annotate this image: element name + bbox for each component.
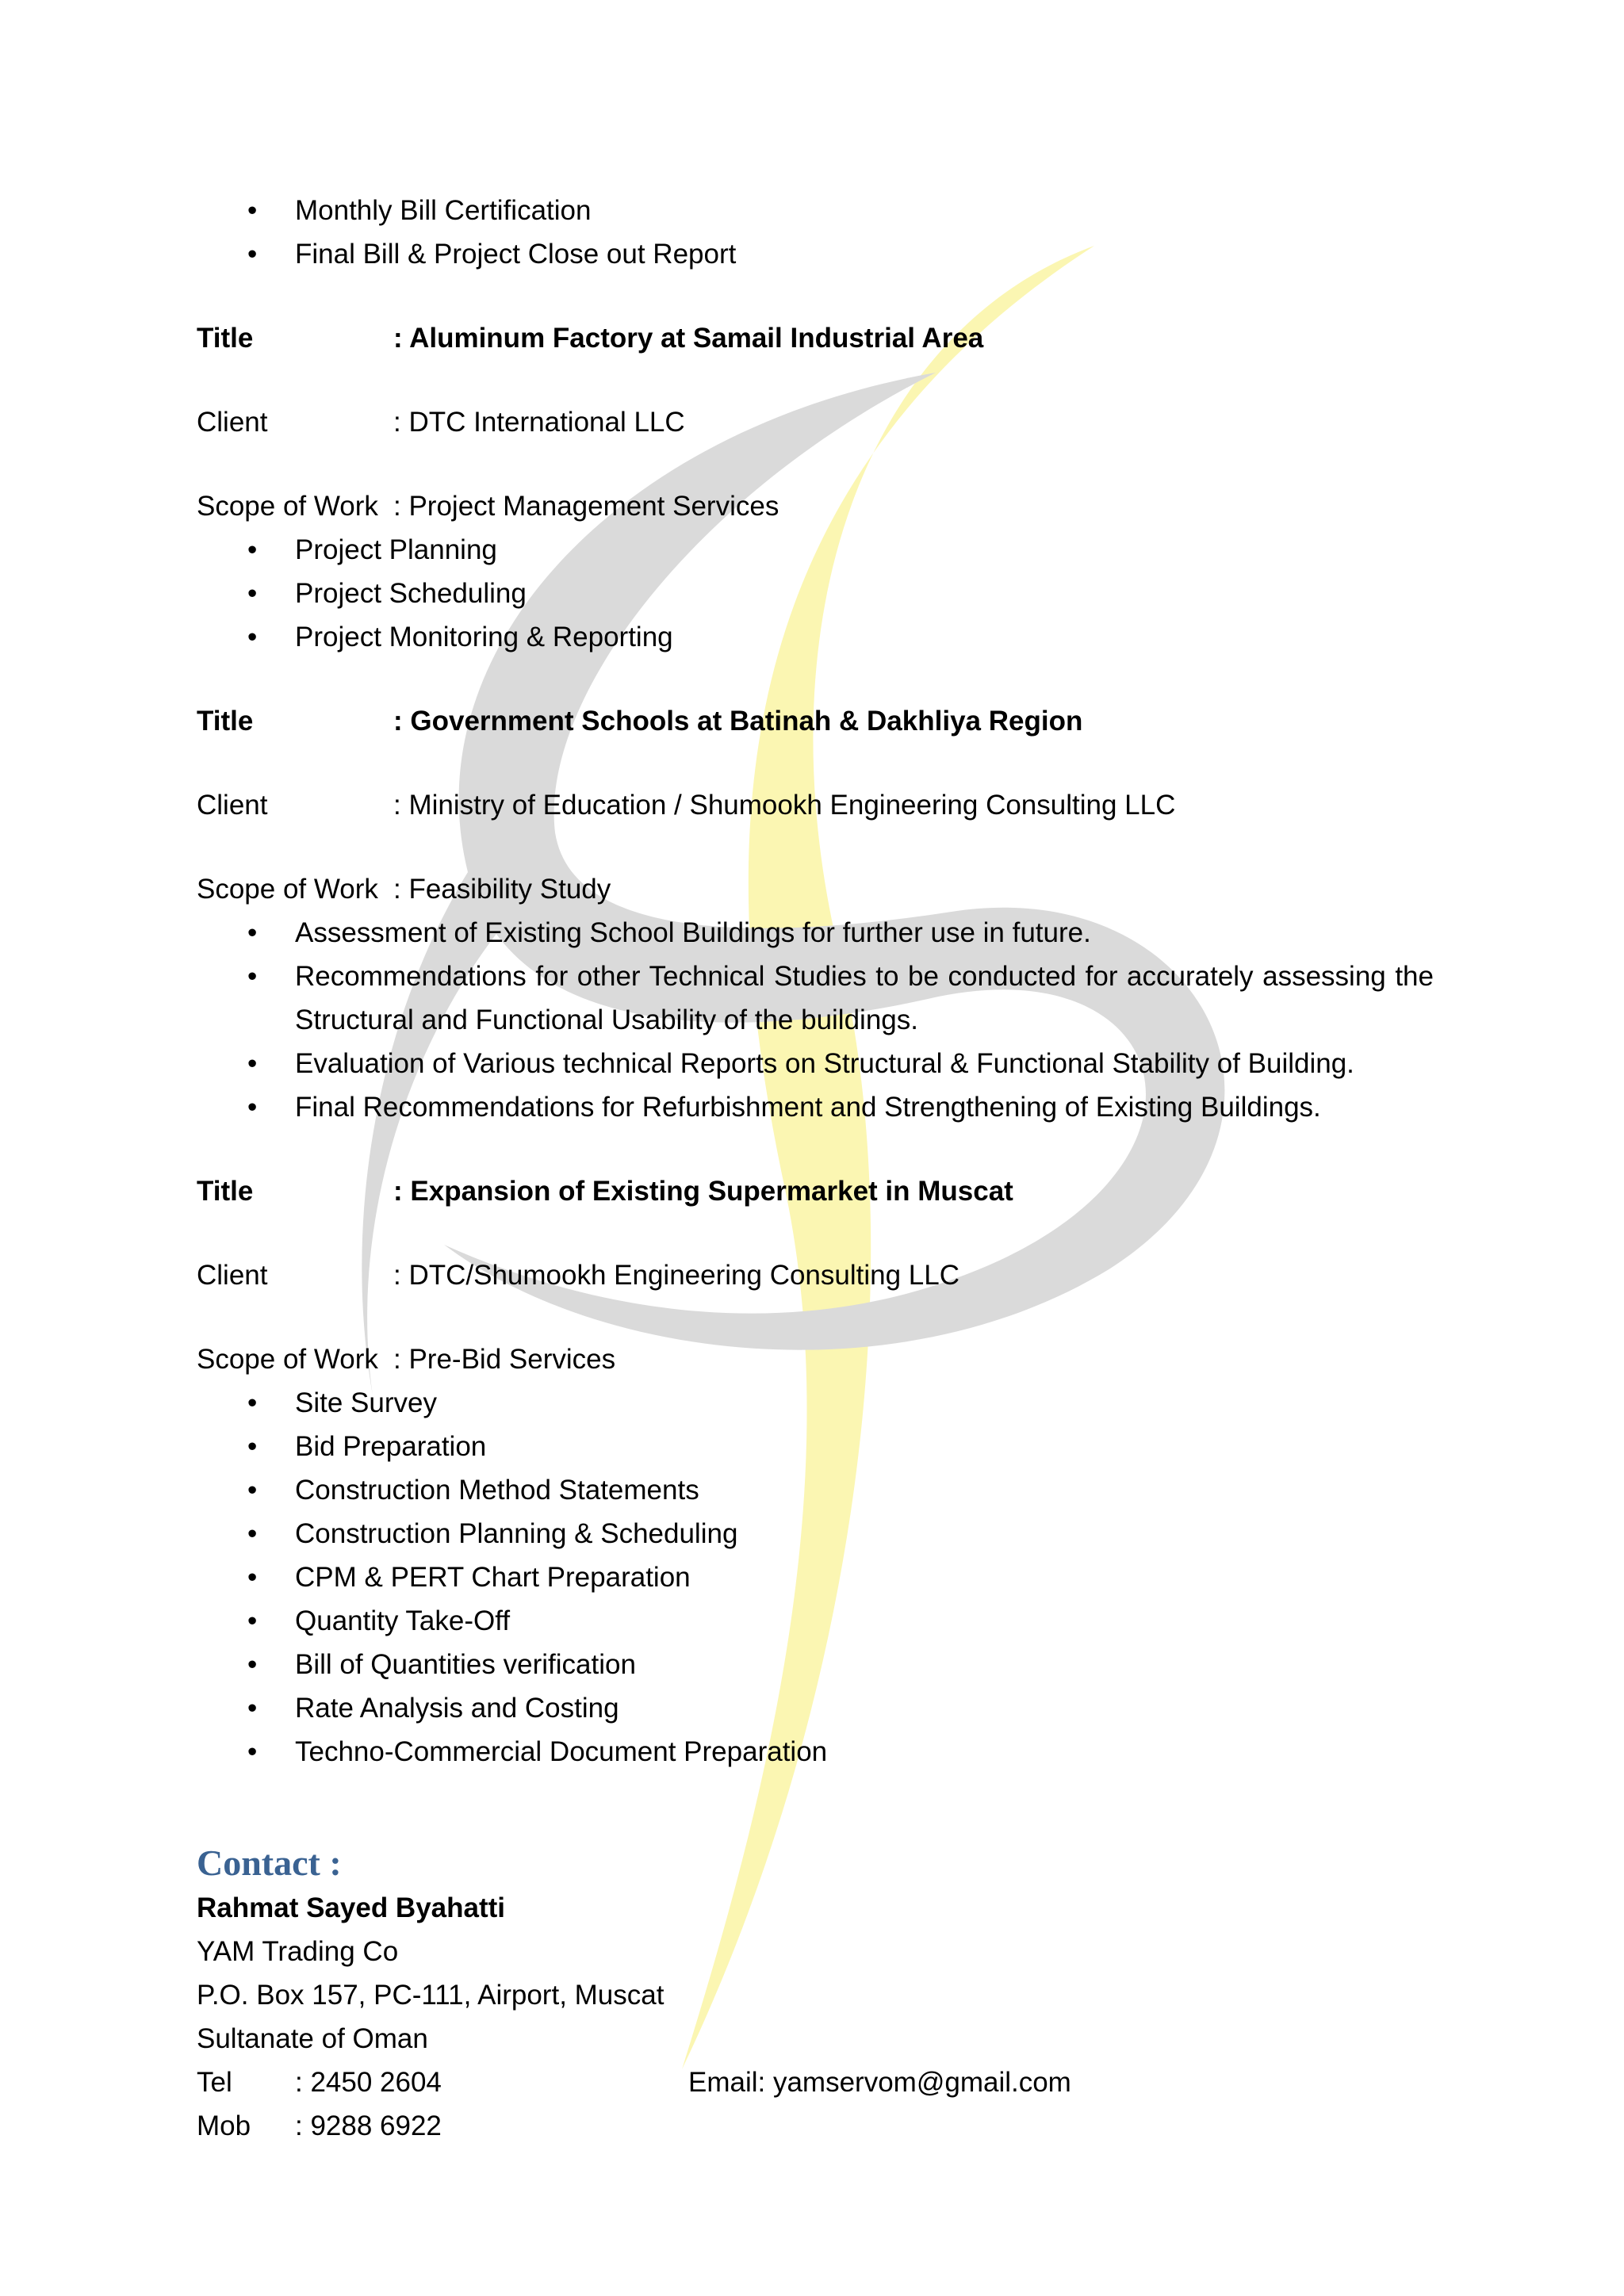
mob-label: Mob: [197, 2110, 251, 2141]
project-title-row: [197, 1169, 1434, 1213]
project-scope-row: [197, 1337, 1434, 1381]
list-item: • Quantity Take-Off: [295, 1599, 1434, 1643]
list-item: • CPM & PERT Chart Preparation: [295, 1556, 1434, 1599]
contact-heading: Contact :: [197, 1843, 342, 1883]
scope-bullet-list: [197, 911, 1434, 1129]
email-value[interactable]: Email: yamservom@gmail.com: [688, 2067, 1071, 2098]
mob-value: : 9288 6922: [295, 2110, 442, 2141]
project-scope: : Project Management Services: [393, 491, 779, 522]
contact-tel-row: [197, 2061, 1434, 2104]
client-label: Client: [197, 407, 268, 438]
project-title-row: [197, 699, 1434, 743]
project-title: : Government Schools at Batinah & Dakhliya Region: [393, 706, 1083, 737]
list-item: • Project Monitoring & Reporting: [295, 615, 1434, 659]
project-scope-row: [197, 867, 1434, 911]
scope-label: Scope of Work: [197, 1344, 378, 1375]
project-title: : Aluminum Factory at Samail Industrial Area: [393, 323, 984, 354]
list-item: • Assessment of Existing School Buildings for further use in future.: [295, 911, 1434, 955]
client-label: Client: [197, 790, 268, 821]
contact-name: Rahmat Sayed Byahatti: [197, 1892, 506, 1923]
project-section: [197, 699, 1434, 1129]
project-scope: : Pre-Bid Services: [393, 1344, 616, 1375]
project-client: : Ministry of Education / Shumookh Engineering Consulting LLC: [393, 790, 1176, 821]
list-item: • Bid Preparation: [295, 1425, 1434, 1468]
project-scope: : Feasibility Study: [393, 874, 611, 905]
list-item: • Final Recommendations for Refurbishment and Strengthening of Existing Buildings.: [295, 1085, 1434, 1129]
tel-label: Tel: [197, 2067, 232, 2098]
project-section: [197, 316, 1434, 659]
project-title: : Expansion of Existing Supermarket in Muscat: [393, 1176, 1013, 1207]
project-client-row: [197, 400, 1434, 444]
list-item: • Bill of Quantities verification: [295, 1643, 1434, 1686]
scope-bullet-list: [197, 528, 1434, 659]
list-item: • Rate Analysis and Costing: [295, 1686, 1434, 1730]
title-label: Title: [197, 323, 254, 354]
project-scope-row: [197, 484, 1434, 528]
list-item: • Final Bill & Project Close out Report: [295, 232, 1434, 276]
project-client-row: [197, 1253, 1434, 1297]
list-item: • Project Planning: [295, 528, 1434, 572]
contact-mob-row: [197, 2104, 1434, 2148]
list-item: • Recommendations for other Technical Studies to be conducted for accurately assessing the Structural and Functional Usability of the buildings.: [295, 955, 1434, 1042]
contact-company: YAM Trading Co: [197, 1936, 399, 1967]
contact-country: Sultanate of Oman: [197, 2023, 428, 2054]
top-bullet-list: [197, 189, 1434, 276]
scope-bullet-list: [197, 1381, 1434, 1774]
client-label: Client: [197, 1260, 268, 1291]
list-item: • Techno-Commercial Document Preparation: [295, 1730, 1434, 1774]
scope-label: Scope of Work: [197, 491, 378, 522]
list-item: • Project Scheduling: [295, 572, 1434, 615]
document-body: [197, 189, 1434, 2148]
contact-address: P.O. Box 157, PC-111, Airport, Muscat: [197, 1980, 665, 2011]
project-client: : DTC/Shumookh Engineering Consulting LLC: [393, 1260, 959, 1291]
title-label: Title: [197, 706, 254, 737]
list-item: • Construction Planning & Scheduling: [295, 1512, 1434, 1556]
contact-section: [197, 1840, 1434, 2148]
title-label: Title: [197, 1176, 254, 1207]
list-item: • Evaluation of Various technical Reports on Structural & Functional Stability of Building.: [295, 1042, 1434, 1085]
list-item: • Monthly Bill Certification: [295, 189, 1434, 232]
list-item: • Construction Method Statements: [295, 1468, 1434, 1512]
project-client-row: [197, 783, 1434, 827]
project-title-row: [197, 316, 1434, 360]
project-client: : DTC International LLC: [393, 407, 685, 438]
list-item: • Site Survey: [295, 1381, 1434, 1425]
tel-value: : 2450 2604: [295, 2067, 442, 2098]
scope-label: Scope of Work: [197, 874, 378, 905]
project-section: [197, 1169, 1434, 1774]
